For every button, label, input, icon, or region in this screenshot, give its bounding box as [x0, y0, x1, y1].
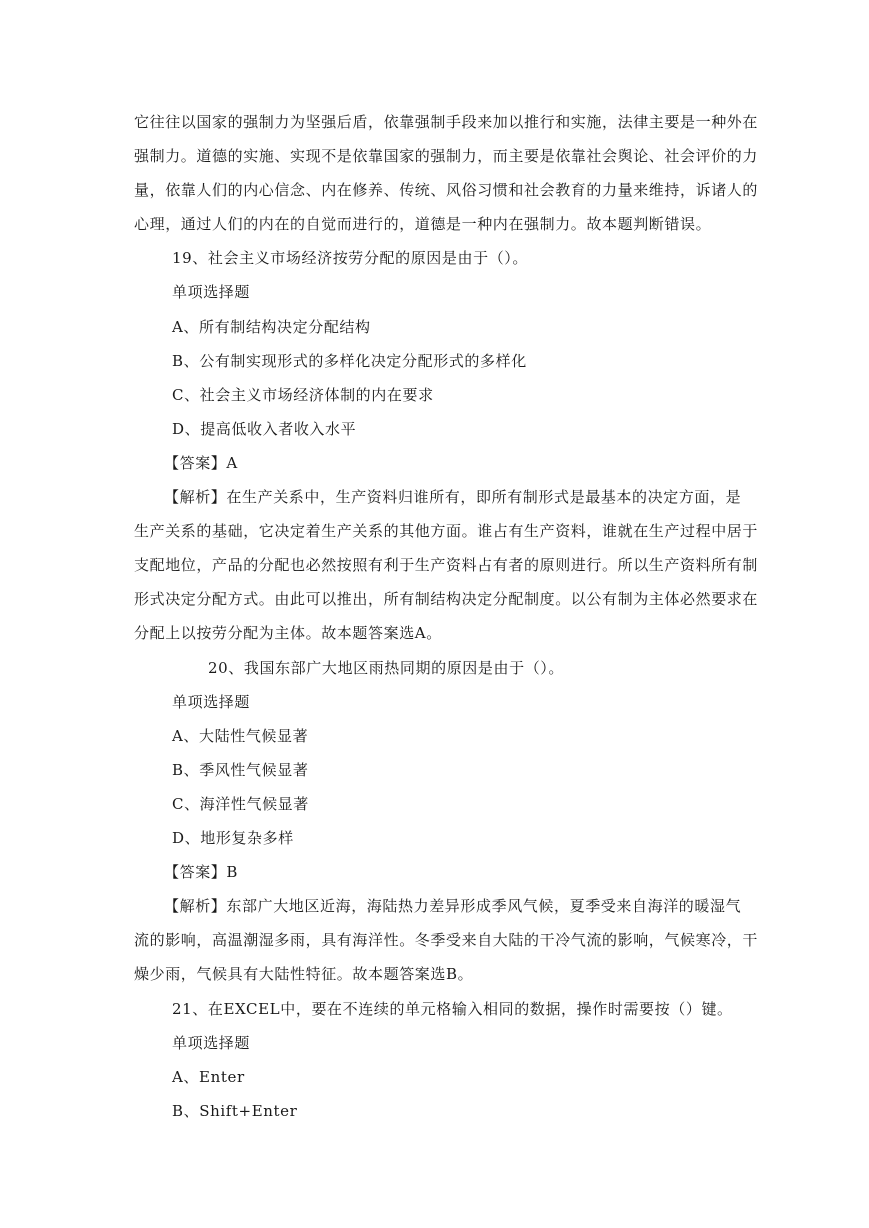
answer: 【答案】B: [164, 863, 239, 881]
question-stem: 19、社会主义市场经济按劳分配的原因是由于（）。: [172, 249, 528, 267]
option-b: B、Shift+Enter: [172, 1102, 298, 1120]
analysis-line: 分配上以按劳分配为主体。故本题答案选A。: [134, 624, 442, 642]
analysis-line: 燥少雨，气候具有大陆性特征。故本题答案选B。: [134, 965, 474, 983]
option-a: A、Enter: [172, 1068, 245, 1086]
option-b: B、公有制实现形式的多样化决定分配形式的多样化: [172, 352, 527, 370]
analysis-line: 形式决定分配方式。由此可以推出，所有制结构决定分配制度。以公有制为主体必然要求在: [134, 590, 759, 608]
analysis-line: 支配地位，产品的分配也必然按照有利于生产资料占有者的原则进行。所以生产资料所有制: [134, 556, 759, 574]
intro-line: 心理，通过人们的内在的自觉而进行的，道德是一种内在强制力。故本题判断错误。: [134, 215, 712, 233]
question-type: 单项选择题: [172, 283, 251, 301]
answer: 【答案】A: [164, 454, 238, 472]
question-type: 单项选择题: [172, 693, 251, 711]
analysis-line: 流的影响，高温潮湿多雨，具有海洋性。冬季受来自大陆的干冷气流的影响，气候寒冷，干: [134, 931, 759, 949]
option-d: D、提高低收入者收入水平: [172, 420, 357, 438]
intro-line: 量，依靠人们的内心信念、内在修养、传统、风俗习惯和社会教育的力量来维持，诉诸人的: [134, 181, 759, 199]
question-stem: 21、在EXCEL中，要在不连续的单元格输入相同的数据，操作时需要按（）键。: [172, 1000, 733, 1018]
analysis-line: 生产关系的基础，它决定着生产关系的其他方面。谁占有生产资料，谁就在生产过程中居于: [134, 522, 759, 540]
option-a: A、大陆性气候显著: [172, 727, 309, 745]
option-a: A、所有制结构决定分配结构: [172, 318, 371, 336]
option-c: C、社会主义市场经济体制的内在要求: [172, 386, 434, 404]
option-c: C、海洋性气候显著: [172, 795, 309, 813]
option-b: B、季风性气候显著: [172, 761, 309, 779]
analysis-line: 【解析】东部广大地区近海，海陆热力差异形成季风气候，夏季受来自海洋的暖湿气: [164, 897, 742, 915]
question-type: 单项选择题: [172, 1034, 251, 1052]
intro-line: 强制力。道德的实施、实现不是依靠国家的强制力，而主要是依靠社会舆论、社会评价的力: [134, 147, 759, 165]
analysis-line: 【解析】在生产关系中，生产资料归谁所有，即所有制形式是最基本的决定方面，是: [164, 488, 742, 506]
intro-line: 它往往以国家的强制力为坚强后盾，依靠强制手段来加以推行和实施，法律主要是一种外在: [134, 113, 759, 131]
option-d: D、地形复杂多样: [172, 829, 294, 847]
question-stem: 20、我国东部广大地区雨热同期的原因是由于（）。: [208, 659, 564, 677]
